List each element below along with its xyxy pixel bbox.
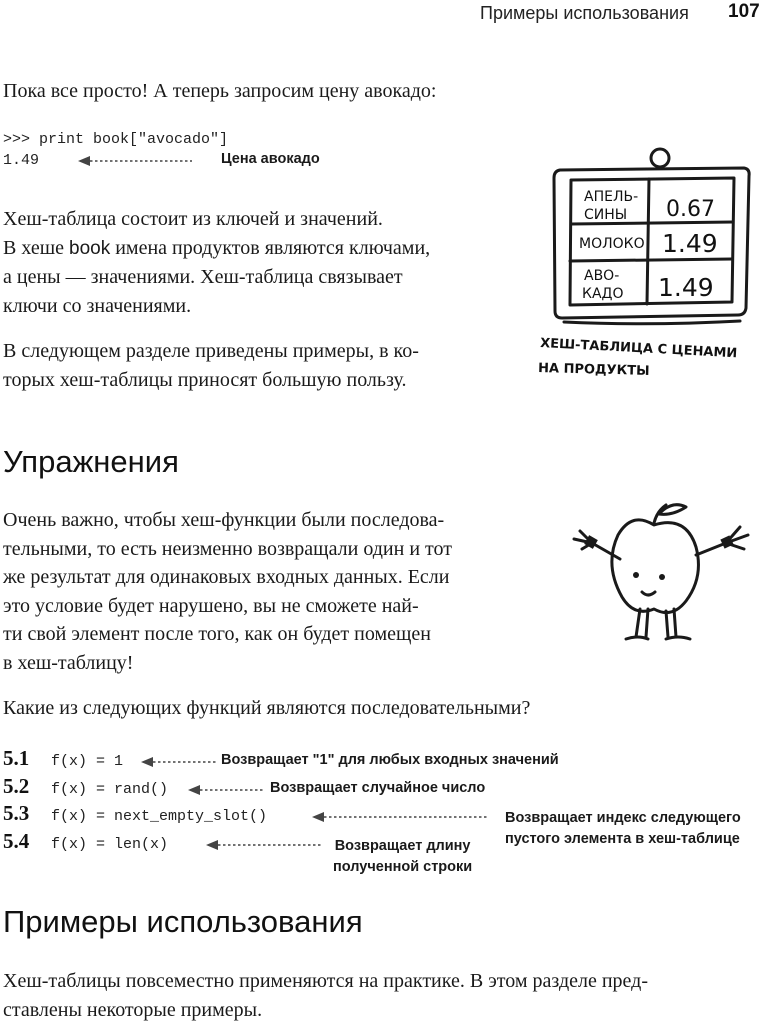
table-caption-line1: ХЕШ-ТАБЛИЦА С ЦЕНАМИ	[539, 336, 738, 362]
code-output: 1.49	[3, 152, 40, 169]
exercise-number: 5.1	[3, 746, 30, 770]
code-command: >>> print book["avocado"]	[3, 131, 229, 148]
paragraph-usage: Хеш-таблицы повсеместно применяются на практике. В этом разделе пред- ставлены некоторые примеры.	[3, 970, 649, 1021]
annotation-arrow	[187, 782, 265, 798]
intro-text: Пока все просто! А теперь запросим цену авокадо:	[3, 80, 437, 102]
exercise-annotation: Возвращает длину полученной строки	[333, 838, 473, 875]
exercise-code: f(x) = next_empty_slot()	[51, 808, 268, 825]
table-value-1: 0.67	[666, 197, 715, 222]
exercise-annotation: Возвращает "1" для любых входных значений	[221, 752, 559, 768]
table-key-1: АПЕЛЬ-	[584, 189, 639, 205]
paragraph-next-section: В следующем разделе приведены примеры, в ко- торых хеш-таблицы приносят большую пользу.	[3, 340, 419, 391]
table-key-1b: СИНЫ	[584, 207, 628, 223]
table-key-3b: КАДО	[582, 286, 624, 302]
heading-exercises: Упражнения	[3, 444, 179, 479]
table-caption-line2: НА ПРОДУКТЫ	[538, 361, 650, 379]
apple-character-illustration	[562, 497, 762, 657]
hash-table-illustration	[538, 140, 764, 390]
table-key-3: АВО-	[584, 268, 620, 284]
exercise-annotation: Возвращает индекс следующего пустого элемента в хеш-таблице	[505, 810, 741, 847]
exercise-code: f(x) = rand()	[51, 781, 169, 798]
exercise-question: Какие из следующих функций являются последовательными?	[3, 697, 531, 719]
exercise-annotation: Возвращает случайное число	[270, 780, 486, 796]
annotation-arrow	[311, 809, 491, 825]
annotation-arrow	[140, 754, 218, 770]
annotation-arrow	[205, 837, 325, 853]
exercise-number: 5.4	[3, 829, 30, 853]
exercise-code: f(x) = len(x)	[51, 836, 169, 853]
table-key-2: МОЛОКО	[579, 236, 645, 252]
running-header-title: Примеры использования	[480, 3, 689, 23]
annotation-arrow	[76, 153, 196, 169]
table-value-2: 1.49	[662, 229, 718, 258]
table-value-3: 1.49	[658, 273, 714, 302]
exercise-code: f(x) = 1	[51, 753, 124, 770]
exercise-number: 5.2	[3, 774, 30, 798]
paragraph-exercises: Очень важно, чтобы хеш-функции были последова- тельными, то есть неизменно возвращали один и тот же результат для одинаковых входных данных. Если это условие будет нарушено, вы не сможете най- ти свой элемент после того, как он будет помещен в хеш-таблицу!	[3, 509, 452, 674]
exercise-number: 5.3	[3, 801, 30, 825]
page-number: 107	[728, 1, 760, 22]
heading-usage-examples: Примеры использования	[3, 904, 363, 939]
paragraph-hash-table: Хеш-таблица состоит из ключей и значений. В хеше book имена продуктов являются ключами, а цены — значениями. Хеш-таблица связывает ключи со значениями.	[3, 208, 431, 317]
code-annotation: Цена авокадо	[221, 151, 320, 167]
